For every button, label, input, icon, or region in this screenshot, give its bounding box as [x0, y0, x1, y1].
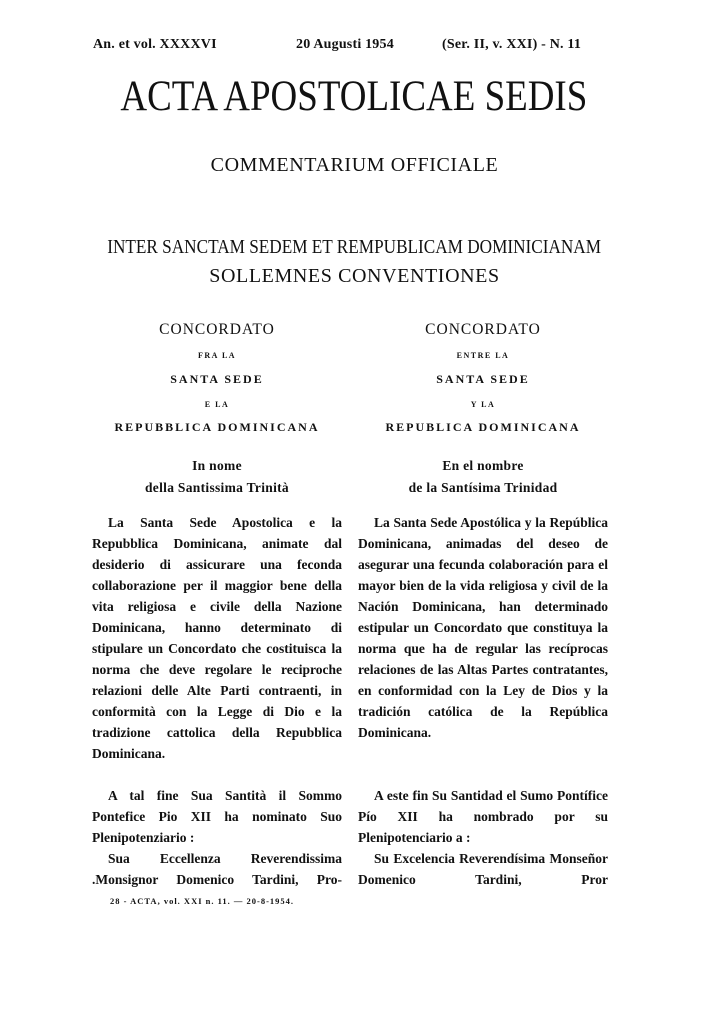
- left-repubblica: REPUBBLICA DOMINICANA: [114, 420, 320, 434]
- volume-info: An. et vol. XXXXVI: [93, 37, 217, 52]
- left-e-la: E LA: [204, 400, 230, 409]
- series-number: (Ser. II, v. XXI) - N. 11: [442, 37, 582, 52]
- right-y-la: Y LA: [470, 400, 496, 409]
- section-title: INTER SANCTAM SEDEM ET REMPUBLICAM DOMINICIANAM: [107, 236, 602, 258]
- right-invocation-line-1: En el nombre: [442, 458, 524, 473]
- left-invocation-line-2: della Santissima Trinità: [145, 480, 289, 495]
- journal-subtitle: COMMENTARIUM OFFICIALE: [210, 154, 499, 176]
- issue-date: 20 Augusti 1954: [296, 37, 394, 52]
- right-preamble: [358, 512, 608, 743]
- right-paragraph-3: Su Excelencia Reverendísima Monseñor Domenico Tardini, Pror: [358, 851, 608, 887]
- left-paragraph-3: Sua Eccellenza Reverendissima .Monsignor Domenico Tardini, Pro-: [92, 851, 342, 887]
- left-fra-la: FRA LA: [197, 351, 237, 360]
- left-paragraph-2: A tal fine Sua Santità il Sommo Pontefice Pio XII ha nominato Suo Plenipotenziario :: [92, 788, 342, 845]
- section-subtitle: SOLLEMNES CONVENTIONES: [209, 265, 500, 287]
- right-santa-sede: SANTA SEDE: [436, 372, 530, 386]
- right-entre-la: ENTRE LA: [456, 351, 510, 360]
- left-plenipotentiary: [92, 785, 342, 890]
- right-paragraph-2: A este fin Su Santidad el Sumo Pontífice Pío XII ha nombrado por su Plenipotenciario a :: [358, 788, 608, 845]
- left-invocation-line-1: In nome: [192, 458, 242, 473]
- right-invocation-line-2: de la Santísima Trinidad: [408, 480, 558, 495]
- journal-title: ACTA APOSTOLICAE SEDIS: [120, 73, 588, 120]
- right-concordato-heading: CONCORDATO: [425, 321, 541, 338]
- right-plenipotentiary: [358, 785, 608, 890]
- left-santa-sede: SANTA SEDE: [170, 372, 264, 386]
- left-concordato-heading: CONCORDATO: [159, 321, 275, 338]
- right-paragraph-1: La Santa Sede Apostólica y la República Dominicana, animadas del deseo de asegurar una fecunda colaboración para el mayor bien de la vida religiosa y civil de la Nación Dominicana, han determinado estipular un Concordato que constituya la norma que ha de regular las recíprocas relaciones de las Altas Partes contratantes, en conformidad con la Ley de Dios y la tradición católica de la República Dominicana.: [358, 515, 608, 740]
- left-paragraph-1: La Santa Sede Apostolica e la Repubblica Dominicana, animate dal desiderio di assicurare una feconda collaborazione per il maggior bene della vita religiosa e civile della Nazione Dominicana, hanno determinato di stipulare un Concordato che costituisca la norma che deve regolare le reciproche relazioni delle Alte Parti contraenti, in conformità con la Legge di Dio e la tradizione cattolica della Repubblica Dominicana.: [92, 515, 342, 761]
- right-republica: REPUBLICA DOMINICANA: [385, 420, 581, 434]
- page-footer: 28 - ACTA, vol. XXI n. 11. — 20-8-1954.: [110, 896, 295, 906]
- left-preamble: [92, 512, 342, 764]
